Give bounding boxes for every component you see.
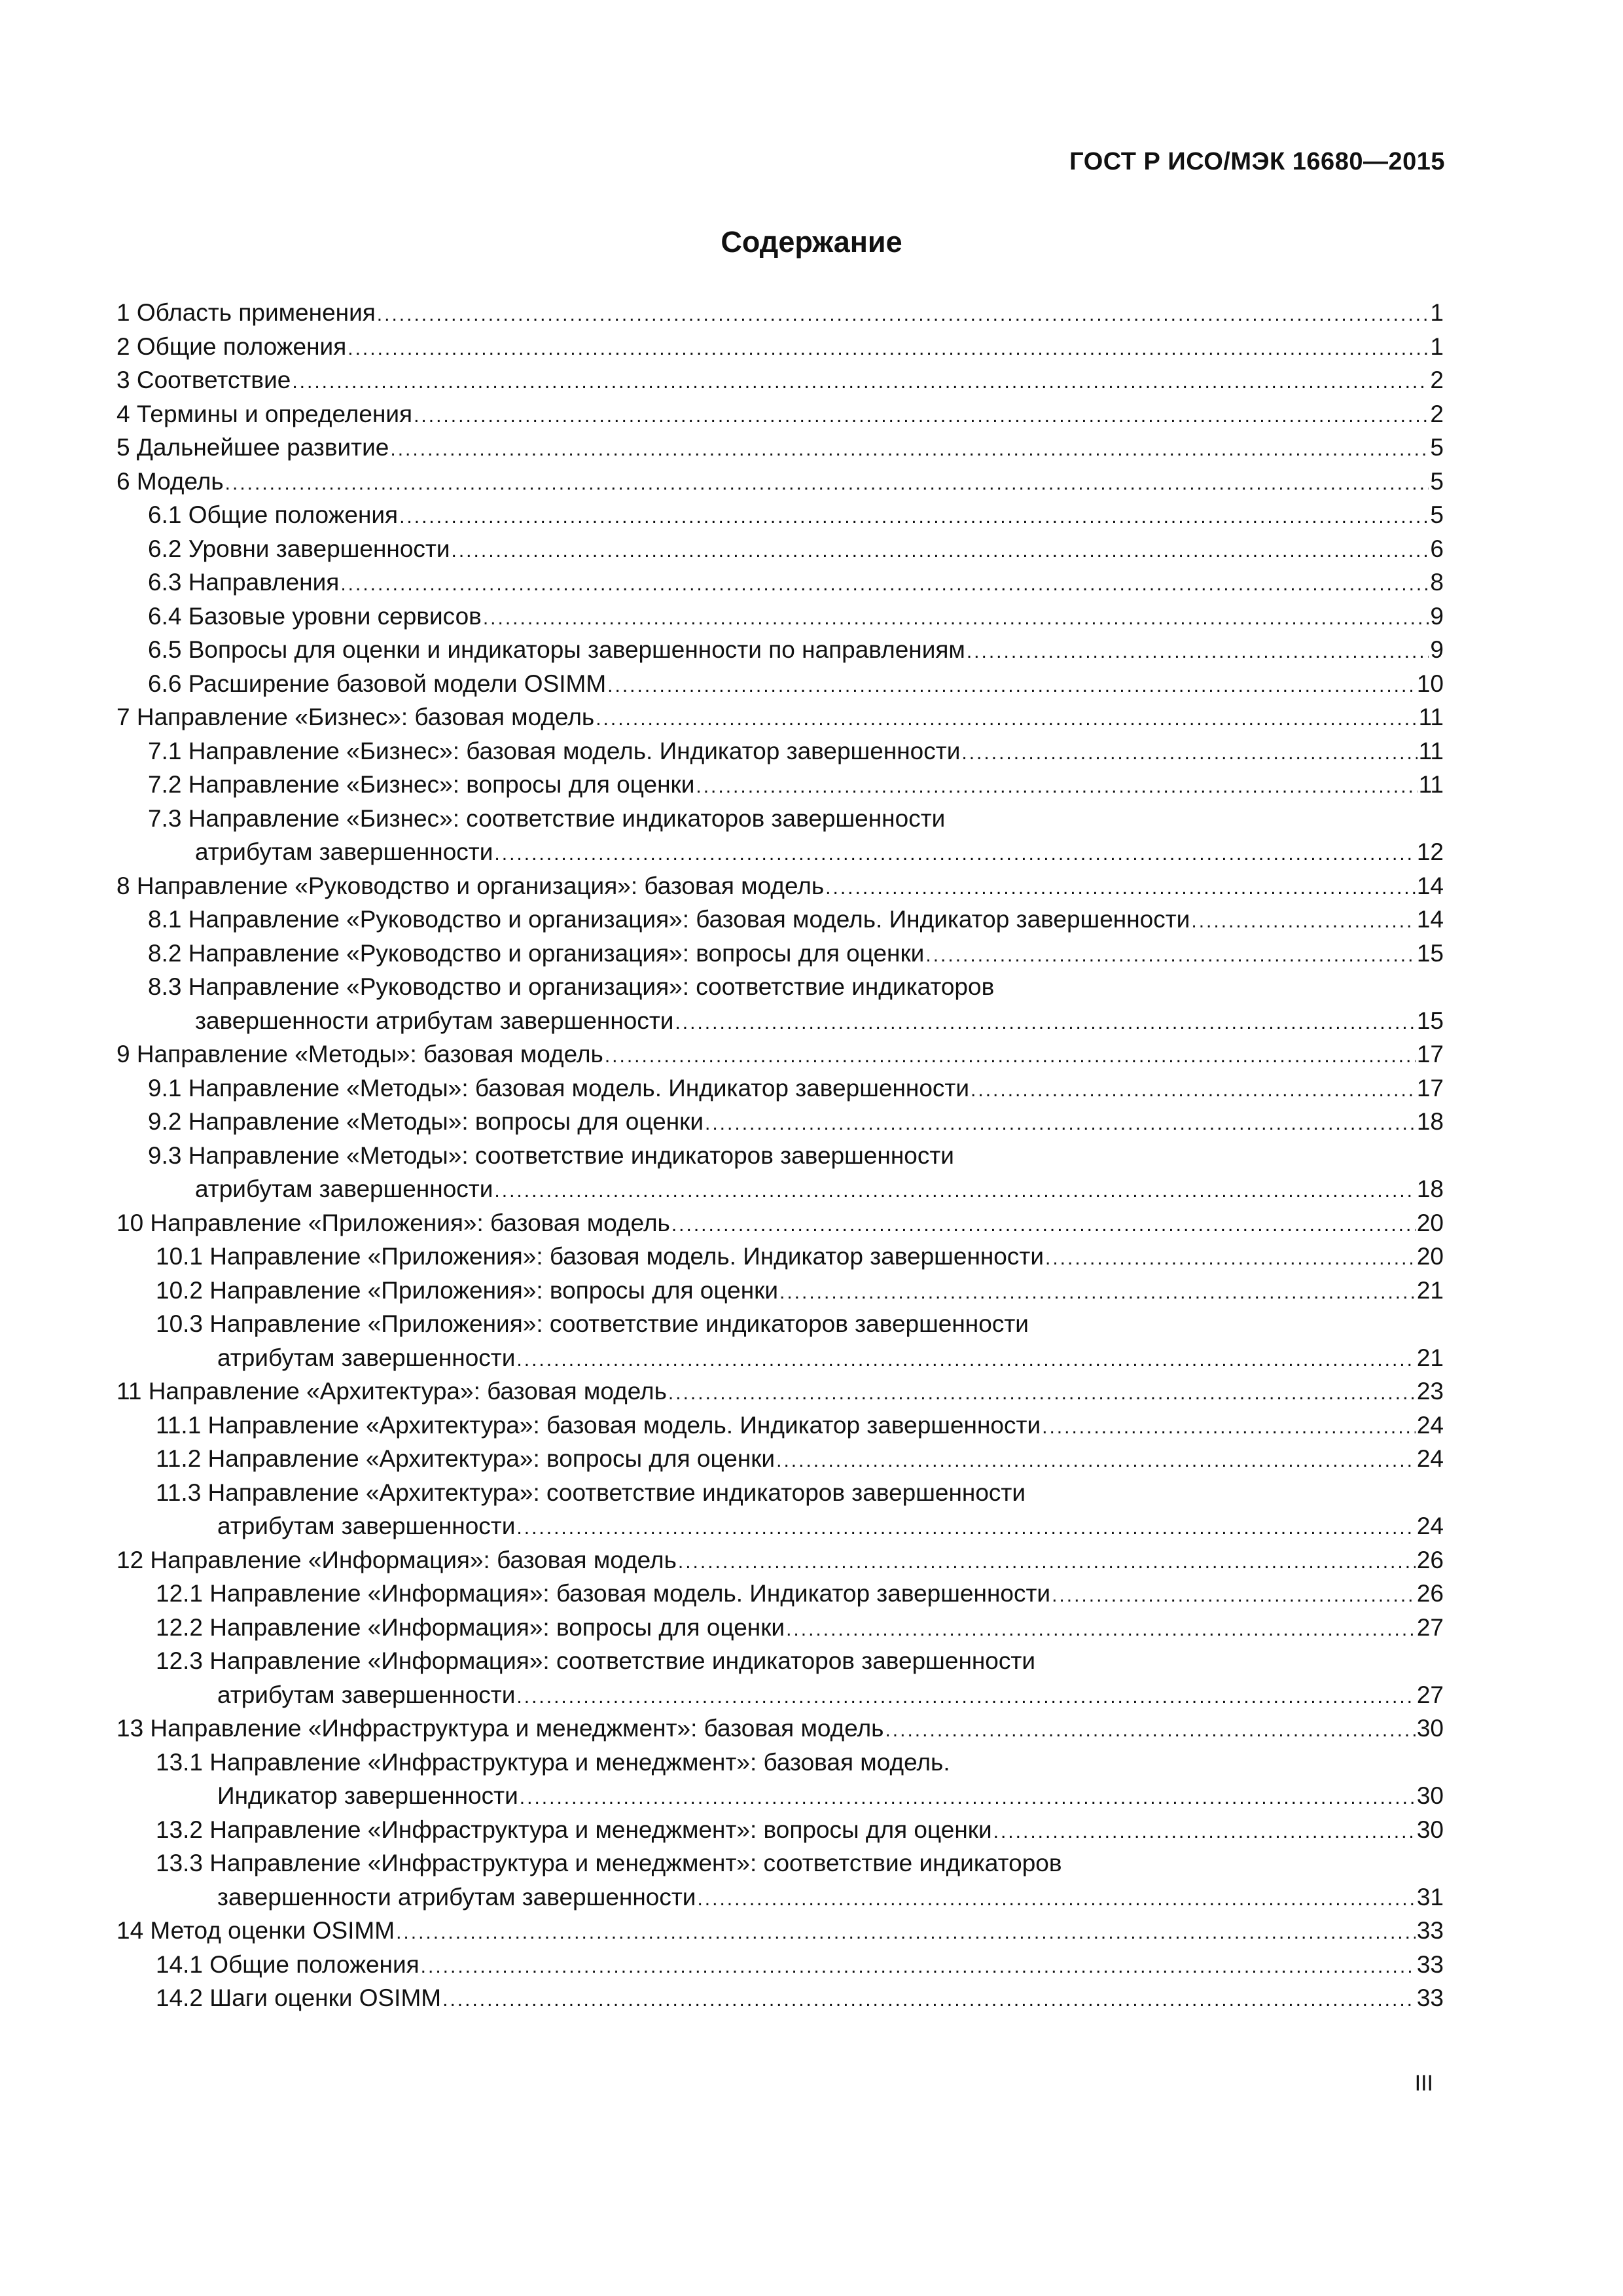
toc-entry-title: атрибутам завершенности	[116, 1172, 493, 1206]
dot-leader	[825, 871, 1416, 905]
dot-leader	[516, 1680, 1415, 1714]
dot-leader	[668, 1376, 1416, 1410]
toc-entry-title: 11.3 Направление «Архитектура»: соответствие индикаторов завершенности	[116, 1476, 1026, 1510]
toc-entry-page: 17	[1416, 1041, 1444, 1067]
toc-entry[interactable]	[116, 1712, 1444, 1746]
toc-entry[interactable]	[116, 835, 1444, 869]
toc-entry-title: 6.1 Общие положения	[116, 498, 398, 532]
toc-entry-title: 6.5 Вопросы для оценки и индикаторы завершенности по направлениям	[116, 633, 965, 667]
toc-entry-page: 33	[1416, 1950, 1444, 1978]
toc-entry-page: 31	[1416, 1883, 1444, 1910]
toc-entry[interactable]	[116, 1240, 1444, 1274]
toc-entry[interactable]	[116, 532, 1444, 566]
toc-entry-page: 6	[1430, 535, 1444, 562]
toc-entry[interactable]	[116, 1846, 1444, 1880]
dot-leader	[961, 736, 1417, 770]
page-title: Содержание	[721, 225, 902, 259]
toc-entry-title: атрибутам завершенности	[116, 1509, 515, 1543]
toc-entry-page: 15	[1416, 939, 1444, 967]
page-number: III	[1414, 2071, 1433, 2096]
toc-entry[interactable]	[116, 1442, 1444, 1476]
toc-entry-title: 8.1 Направление «Руководство и организация»: базовая модель. Индикатор завершенности	[116, 903, 1190, 937]
toc-entry-title: 8.3 Направление «Руководство и организация»: соответствие индикаторов	[116, 970, 994, 1004]
dot-leader	[452, 534, 1429, 568]
dot-leader	[696, 770, 1417, 804]
toc-entry[interactable]	[116, 1981, 1444, 2015]
toc-entry-page: 9	[1430, 602, 1444, 630]
toc-entry[interactable]	[116, 1408, 1444, 1443]
toc-entry-page: 11	[1418, 737, 1444, 764]
toc-entry-title: 2 Общие положения	[116, 330, 346, 364]
toc-entry-title: 6 Модель	[116, 465, 224, 499]
toc-entry[interactable]	[116, 600, 1444, 634]
toc-entry[interactable]	[116, 734, 1444, 768]
toc-entry-page: 20	[1416, 1209, 1444, 1236]
toc-entry[interactable]	[116, 431, 1444, 465]
toc-entry-title: 13.1 Направление «Инфраструктура и менеджмент»: базовая модель.	[116, 1746, 950, 1780]
toc-entry-title: 12.2 Направление «Информация»: вопросы для оценки	[116, 1611, 785, 1645]
dot-leader	[925, 939, 1415, 973]
dot-leader	[675, 1006, 1415, 1040]
dot-leader	[596, 702, 1417, 736]
dot-leader	[1052, 1579, 1416, 1613]
toc-entry[interactable]	[116, 768, 1444, 802]
dot-leader	[399, 500, 1429, 534]
toc-entry-title: 4 Термины и определения	[116, 397, 412, 431]
dot-leader	[1045, 1242, 1416, 1276]
toc-entry[interactable]	[116, 937, 1444, 971]
dot-leader	[705, 1107, 1416, 1141]
dot-leader	[292, 365, 1429, 399]
toc-entry-title: 7.2 Направление «Бизнес»: вопросы для оценки	[116, 768, 694, 802]
toc-entry[interactable]	[116, 1004, 1444, 1038]
dot-leader	[671, 1208, 1416, 1242]
toc-entry-page: 1	[1430, 332, 1444, 360]
toc-entry-page: 5	[1430, 434, 1444, 461]
dot-leader	[483, 601, 1429, 636]
dot-leader	[494, 1174, 1415, 1208]
toc-entry-page: 1	[1430, 299, 1444, 326]
dot-leader	[1191, 905, 1415, 939]
toc-entry-page: 9	[1430, 636, 1444, 663]
toc-entry-page: 11	[1418, 771, 1444, 798]
toc-entry-page: 24	[1416, 1513, 1444, 1539]
toc-entry-title: 10.1 Направление «Приложения»: базовая модель. Индикатор завершенности	[116, 1240, 1044, 1274]
toc-entry[interactable]	[116, 330, 1444, 364]
toc-entry[interactable]	[116, 296, 1444, 330]
dot-leader	[776, 1444, 1416, 1478]
dot-leader	[494, 837, 1415, 871]
toc-entry-page: 8	[1430, 569, 1444, 596]
toc-entry-page: 30	[1416, 1816, 1444, 1843]
dot-leader	[377, 298, 1429, 332]
toc-entry[interactable]	[116, 1543, 1444, 1577]
toc-entry-title: 14.1 Общие положения	[116, 1948, 419, 1982]
toc-entry-page: 23	[1416, 1378, 1444, 1405]
toc-entry-title: 12 Направление «Информация»: базовая модель	[116, 1543, 677, 1577]
dot-leader	[779, 1276, 1416, 1310]
toc-entry-title: 9.3 Направление «Методы»: соответствие индикаторов завершенности	[116, 1139, 954, 1173]
toc-entry[interactable]	[116, 903, 1444, 937]
dot-leader	[442, 1983, 1416, 2017]
toc-entry-title: 6.2 Уровни завершенности	[116, 532, 450, 566]
dot-leader	[340, 567, 1429, 601]
toc-entry-title: завершенности атрибутам завершенности	[116, 1004, 673, 1038]
toc-entry-page: 14	[1416, 906, 1444, 933]
toc-entry-title: 7.1 Направление «Бизнес»: базовая модель. Индикатор завершенности	[116, 734, 960, 768]
toc-entry-page: 14	[1416, 872, 1444, 899]
toc-entry-title: 11.1 Направление «Архитектура»: базовая модель. Индикатор завершенности	[116, 1408, 1041, 1443]
toc-entry-page: 15	[1416, 1007, 1444, 1034]
dot-leader	[516, 1511, 1415, 1545]
dot-leader	[390, 433, 1429, 467]
toc-entry[interactable]	[116, 1880, 1444, 1914]
toc-entry[interactable]	[116, 633, 1444, 667]
toc-entry[interactable]	[116, 1374, 1444, 1408]
toc-entry[interactable]	[116, 1509, 1444, 1543]
dot-leader	[1042, 1410, 1416, 1444]
toc-entry[interactable]	[116, 465, 1444, 499]
toc-entry-title: 8 Направление «Руководство и организация»: базовая модель	[116, 869, 824, 903]
toc-entry[interactable]	[116, 802, 1444, 836]
dot-leader	[786, 1613, 1416, 1647]
toc-entry[interactable]	[116, 700, 1444, 734]
toc-entry-title: 6.6 Расширение базовой модели OSIMM	[116, 667, 606, 701]
toc-entry[interactable]	[116, 363, 1444, 397]
dot-leader	[421, 1950, 1416, 1984]
dot-leader	[993, 1815, 1416, 1849]
toc-entry[interactable]	[116, 1274, 1444, 1308]
dot-leader	[396, 1916, 1416, 1950]
toc-entry-page: 24	[1416, 1445, 1444, 1472]
toc-entry[interactable]	[116, 397, 1444, 431]
dot-leader	[414, 399, 1429, 433]
toc-entry[interactable]	[116, 1341, 1444, 1375]
dot-leader	[697, 1882, 1415, 1916]
toc-entry[interactable]	[116, 498, 1444, 532]
toc-entry-page: 27	[1416, 1681, 1444, 1708]
dot-leader	[678, 1545, 1416, 1579]
toc-entry-title: атрибутам завершенности	[116, 835, 493, 869]
toc-entry-page: 5	[1430, 501, 1444, 528]
toc-entry[interactable]	[116, 1476, 1444, 1510]
toc-entry-title: атрибутам завершенности	[116, 1341, 515, 1375]
toc-entry-title: 14 Метод оценки OSIMM	[116, 1914, 395, 1948]
toc-entry[interactable]	[116, 1307, 1444, 1341]
toc-entry-title: 3 Соответствие	[116, 363, 291, 397]
toc-entry-page: 26	[1416, 1580, 1444, 1607]
toc-entry-page: 2	[1430, 400, 1444, 427]
dot-leader	[605, 1039, 1416, 1073]
toc-entry-title: 6.4 Базовые уровни сервисов	[116, 600, 482, 634]
toc-entry-title: 6.3 Направления	[116, 565, 339, 600]
toc-entry-title: 10.3 Направление «Приложения»: соответствие индикаторов завершенности	[116, 1307, 1029, 1341]
toc-entry[interactable]	[116, 1779, 1444, 1813]
toc-entry[interactable]	[116, 1678, 1444, 1712]
toc-entry-title: 9.2 Направление «Методы»: вопросы для оценки	[116, 1105, 704, 1139]
toc-entry[interactable]	[116, 1813, 1444, 1847]
toc-entry-title: 12.3 Направление «Информация»: соответствие индикаторов завершенности	[116, 1644, 1035, 1678]
toc-entry-title: 11 Направление «Архитектура»: базовая модель	[116, 1374, 667, 1408]
toc-entry[interactable]	[116, 1914, 1444, 1948]
toc-entry[interactable]	[116, 1948, 1444, 1982]
toc-entry[interactable]	[116, 1105, 1444, 1139]
dot-leader	[967, 635, 1429, 669]
document-number: ГОСТ Р ИСО/МЭК 16680—2015	[1069, 148, 1445, 175]
toc-entry[interactable]	[116, 1746, 1444, 1780]
dot-leader	[607, 669, 1416, 703]
dot-leader	[348, 332, 1429, 366]
toc-entry-page: 30	[1416, 1782, 1444, 1809]
toc-entry[interactable]	[116, 667, 1444, 701]
toc-entry-page: 10	[1416, 670, 1444, 697]
toc-entry[interactable]	[116, 1139, 1444, 1173]
toc-entry-title: 13.3 Направление «Инфраструктура и менеджмент»: соответствие индикаторов	[116, 1846, 1062, 1880]
toc-entry-title: 11.2 Направление «Архитектура»: вопросы для оценки	[116, 1442, 775, 1476]
toc-entry-title: 14.2 Шаги оценки OSIMM	[116, 1981, 441, 2015]
toc-entry-page: 21	[1416, 1276, 1444, 1304]
toc-entry-page: 26	[1416, 1546, 1444, 1573]
toc-entry-page: 18	[1416, 1175, 1444, 1202]
toc-entry[interactable]	[116, 565, 1444, 600]
toc-entry[interactable]	[116, 1577, 1444, 1611]
toc-entry-page: 33	[1416, 1984, 1444, 2011]
toc-entry[interactable]	[116, 1172, 1444, 1206]
toc-entry[interactable]	[116, 1644, 1444, 1678]
toc-entry-title: 7 Направление «Бизнес»: базовая модель	[116, 700, 594, 734]
toc-entry-title: завершенности атрибутам завершенности	[116, 1880, 696, 1914]
toc-entry-page: 30	[1416, 1715, 1444, 1742]
toc-entry[interactable]	[116, 970, 1444, 1004]
toc-entry-page: 27	[1416, 1613, 1444, 1641]
dot-leader	[516, 1343, 1415, 1377]
toc-entry-title: атрибутам завершенности	[116, 1678, 515, 1712]
table-of-contents	[116, 296, 1444, 2015]
toc-entry[interactable]	[116, 1037, 1444, 1071]
toc-entry-title: 10.2 Направление «Приложения»: вопросы для оценки	[116, 1274, 778, 1308]
toc-entry-title: 10 Направление «Приложения»: базовая модель	[116, 1206, 670, 1240]
dot-leader	[520, 1781, 1416, 1815]
toc-entry-title: 9 Направление «Методы»: базовая модель	[116, 1037, 603, 1071]
toc-entry[interactable]	[116, 869, 1444, 903]
toc-entry-title: 7.3 Направление «Бизнес»: соответствие индикаторов завершенности	[116, 802, 945, 836]
dot-leader	[885, 1713, 1415, 1748]
toc-entry-title: 5 Дальнейшее развитие	[116, 431, 389, 465]
toc-entry[interactable]	[116, 1206, 1444, 1240]
toc-entry-page: 33	[1416, 1917, 1444, 1944]
toc-entry-title: 1 Область применения	[116, 296, 376, 330]
toc-entry[interactable]	[116, 1611, 1444, 1645]
toc-entry-title: 9.1 Направление «Методы»: базовая модель. Индикатор завершенности	[116, 1071, 969, 1105]
toc-entry-page: 5	[1430, 467, 1444, 495]
toc-entry-page: 18	[1416, 1108, 1444, 1135]
toc-entry-page: 20	[1416, 1243, 1444, 1270]
toc-entry-title: 12.1 Направление «Информация»: базовая модель. Индикатор завершенности	[116, 1577, 1050, 1611]
toc-entry-page: 21	[1416, 1344, 1444, 1371]
toc-entry-title: 13.2 Направление «Инфраструктура и менеджмент»: вопросы для оценки	[116, 1813, 992, 1847]
toc-entry-page: 24	[1416, 1411, 1444, 1439]
toc-entry-title: Индикатор завершенности	[116, 1779, 518, 1813]
toc-entry-page: 11	[1418, 704, 1444, 730]
dot-leader	[971, 1073, 1416, 1107]
dot-leader	[225, 467, 1429, 501]
toc-entry[interactable]	[116, 1071, 1444, 1105]
toc-entry-title: 13 Направление «Инфраструктура и менеджмент»: базовая модель	[116, 1712, 883, 1746]
toc-entry-page: 2	[1430, 367, 1444, 393]
toc-entry-title: 8.2 Направление «Руководство и организация»: вопросы для оценки	[116, 937, 924, 971]
toc-entry-page: 17	[1416, 1074, 1444, 1102]
toc-entry-page: 12	[1416, 838, 1444, 865]
